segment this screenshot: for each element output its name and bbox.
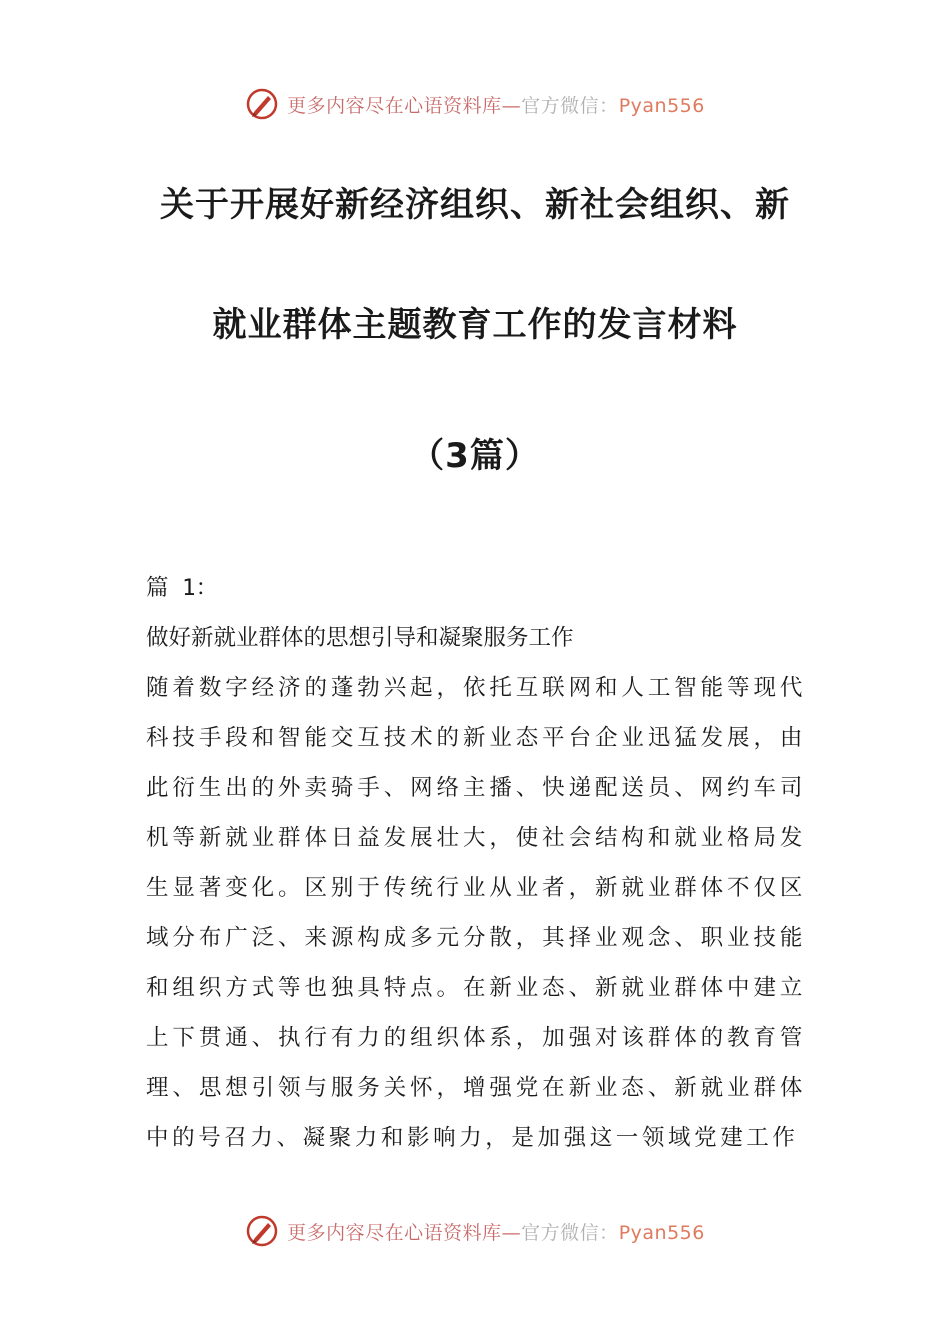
watermark-wechat-label: 官方微信： [521,1221,619,1244]
watermark-wechat-id: Pyan556 [618,1221,705,1244]
section-label: 篇 1： [146,575,219,601]
pen-logo-icon [245,1214,279,1248]
watermark-text [287,91,705,118]
watermark-slogan: 更多内容尽在心语资料库 [287,1221,502,1244]
watermark-header [0,84,950,124]
watermark-dash: — [501,94,522,117]
watermark-dash: — [501,1221,522,1244]
watermark-footer [0,1211,950,1251]
watermark-slogan: 更多内容尽在心语资料库 [287,94,502,117]
body-paragraph: 随着数字经济的蓬勃兴起，依托互联网和人工智能等现代科技手段和智能交互技术的新业态平台企业迅猛发展，由此衍生出的外卖骑手、网络主播、快递配送员、网约车司机等新就业群体日益发展壮大，使社会结构和就业格局发生显著变化。区别于传统行业从业者，新就业群体不仅区域分布广泛、来源构成多元分散，其择业观念、职业技能和组织方式等也独具特点。在新业态、新就业群体中建立上下贯通、执行有力的组织体系，加强对该群体的教育管理、思想引领与服务关怀，增强党在新业态、新就业群体中的号召力、凝聚力和影响力，是加强这一领域党建工作 [146,675,806,1151]
watermark-text [287,1218,705,1245]
pen-logo-icon [245,87,279,121]
document-subtitle: （3篇） [410,436,540,476]
document-title-line-1: 关于开展好新经济组织、新社会组织、新 [160,185,790,225]
watermark-wechat-id: Pyan556 [618,94,705,117]
section-heading: 做好新就业群体的思想引导和凝聚服务工作 [146,625,574,651]
watermark-wechat-label: 官方微信： [521,94,619,117]
document-title-line-2: 就业群体主题教育工作的发言材料 [212,305,738,345]
